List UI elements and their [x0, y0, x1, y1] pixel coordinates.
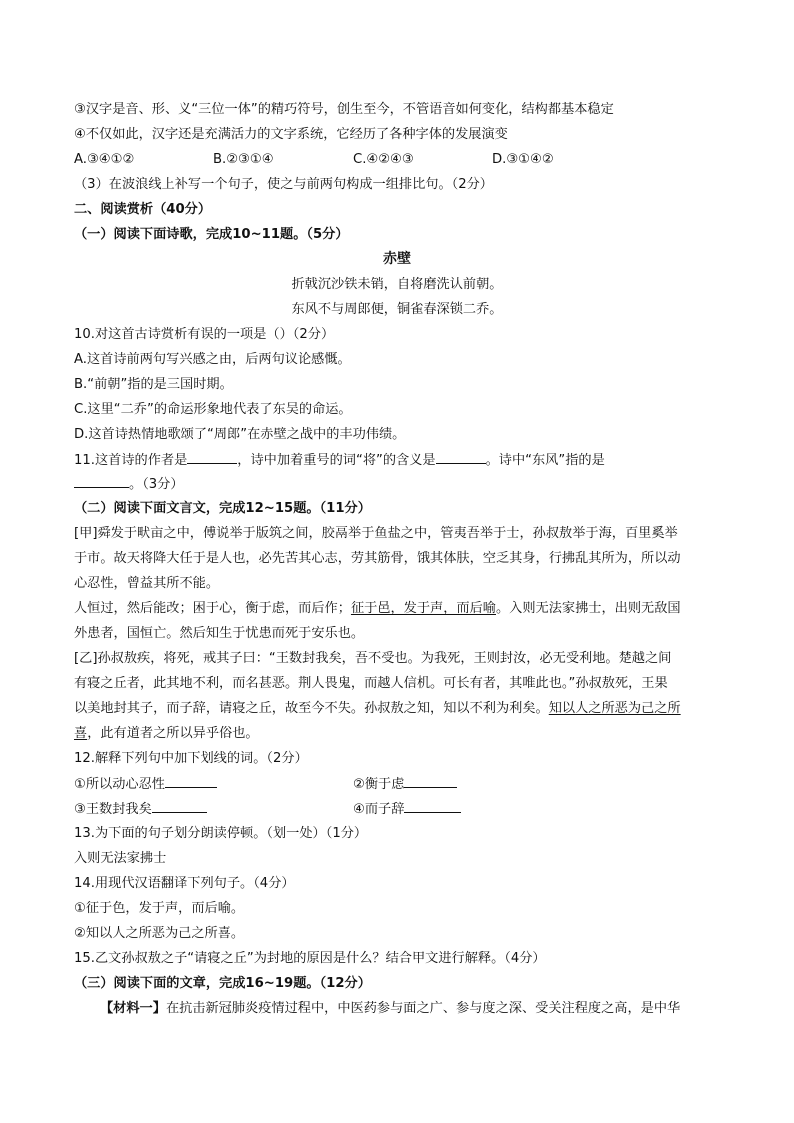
option-c: C.④②④③ [353, 152, 414, 167]
question-10: 10.对这首古诗赏析有误的一项是（）（2分） [74, 327, 335, 342]
question-14: 14.用现代汉语翻译下列句子。（4分） [74, 876, 295, 891]
part-heading-1: （一）阅读下面诗歌，完成10~11题。（5分） [74, 227, 349, 242]
underlined-sentence: 征于邑，发于声，而后喻 [350, 601, 496, 616]
poem-title: 赤壁 [383, 251, 411, 267]
section-heading: 二、阅读赏析（40分） [74, 202, 212, 217]
part-heading-2: （二）阅读下面文言文，完成12~15题。（11分） [74, 501, 371, 516]
question-13: 13.为下面的句子划分朗读停顿。（划一处）（1分） [74, 826, 368, 841]
exam-page: ③汉字是音、形、义“三位一体”的精巧符号，创生至今，不管语音如何变化，结构都基本稳定 ④不仅如此，汉字还是充满活力的文字系统，它经历了各种字体的发展演变 A.③④①② B.②③①④ C.④②④③ D.③①④② （3）在波浪线上补写一个句子，使之与前两句构成一组排比句。（2分） 二、阅读赏析（40分） （一）阅读下面诗歌，完成10~11题。（5分） 赤壁 折戟沉沙铁未销，自将磨洗认前朝。 东风不与周郎便，铜雀春深锁二乔。 10.对这首古诗赏析有误的一项是（）（2分） A.这首诗前两句写兴感之由，后两句议论感慨。 B.“前朝”指的是三国时期。 C.这里“二乔”的命运形象地代表了东吴的命运。 D.这首诗热情地歌颂了“周郎”在赤壁之战中的丰功伟绩。 11.这首诗的作者是 ，诗中加着重号的词“将”的含义是 。诗中“东风”指的是 。（3分） （二）阅读下面文言文，完成12~15题。（11分） [甲]舜发于畎亩之中，傅说举于版筑之间，胶鬲举于鱼盐之中，管夷吾举于士，孙叔敖举于海，百里奚举 于市。故天将降大任于是人也，必先苦其心志，劳其筋骨，饿其体肤，空乏其身，行拂乱其所为，所以动 心忍性，曾益其所不能。 人恒过，然后能改；困于心，衡于虑，而后作；征于邑，发于声，而后喻。入则无法家拂士，出则无敌国 外患者，国恒亡。然后知生于忧患而死于安乐也。 [乙]孙叔敖疾，将死，戒其子曰：“王数封我矣，吾不受也。为我死，王则封汝，必无受利地。楚越之间 有寝之丘者，此其地不利，而名甚恶。荆人畏鬼，而越人信机。可长有者，其唯此也。”孙叔敖死，王果 以美地封其子，而子辞，请寝之丘，故至今不失。孙叔敖之知，知以不利为利矣。知以人之所恶为己之所 喜，此有道者之所以异乎俗也。 12.解释下列句中加下划线的词。（2分） ①所以动心忍性 ②衡于虑 ③王数封我矣 ④而子辞 13.为下面的句子划分朗读停顿。（划一处）（1分） 入则无法家拂士 14.用现代汉语翻译下列句子。（4分） ①征于色，发于声，而后喻。 ②知以人之所恶为己之所喜。 15.乙文孙叔敖之子“请寝之丘”为封地的原因是什么？结合甲文进行解释。（4分） （三）阅读下面的文章，完成16~19题。（12分） 【材料一】在抗击新冠肺炎疫情过程中，中医药参与面之广、参与度之深、受关注程度之高，是中华 [0, 0, 794, 1123]
answer-blank[interactable] [74, 475, 129, 488]
answer-blank[interactable] [152, 800, 207, 813]
passage-line: 喜，此有道者之所以异乎俗也。 [74, 726, 259, 741]
answer-blank[interactable] [436, 451, 486, 464]
option-a: A.③④①② [74, 152, 135, 167]
passage-line: [甲]舜发于畎亩之中，傅说举于版筑之间，胶鬲举于鱼盐之中，管夷吾举于士，孙叔敖举于海，百里奚举 [74, 526, 678, 541]
option-line: A.这首诗前两句写兴感之由，后两句议论感慨。 [74, 352, 351, 367]
passage-line: [乙]孙叔敖疾，将死，戒其子曰：“王数封我矣，吾不受也。为我死，王则封汝，必无受利地。楚越之间 [74, 651, 672, 666]
passage-line: 以美地封其子，而子辞，请寝之丘，故至今不失。孙叔敖之知，知以不利为利矣。知以人之所恶为己之所 [74, 701, 681, 716]
answer-blank[interactable] [165, 775, 217, 788]
question-12: 12.解释下列句中加下划线的词。（2分） [74, 751, 308, 766]
text-line: ④不仅如此，汉字还是充满活力的文字系统，它经历了各种字体的发展演变 [74, 127, 508, 142]
option-line: C.这里“二乔”的命运形象地代表了东吴的命运。 [74, 402, 352, 417]
answer-blank[interactable] [404, 775, 457, 788]
question-11: 11.这首诗的作者是 ，诗中加着重号的词“将”的含义是 。诗中“东风”指的是 [74, 453, 605, 468]
material-line: 【材料一】在抗击新冠肺炎疫情过程中，中医药参与面之广、参与度之深、受关注程度之高，是中华 [100, 1001, 681, 1016]
answer-blank[interactable] [404, 800, 461, 813]
option-d: D.③①④② [492, 152, 554, 167]
answer-blank[interactable] [187, 451, 237, 464]
question-3: （3）在波浪线上补写一个句子，使之与前两句构成一组排比句。（2分） [74, 177, 493, 192]
question-13-sentence: 入则无法家拂士 [74, 851, 167, 866]
text-line: ③汉字是音、形、义“三位一体”的精巧符号，创生至今，不管语音如何变化，结构都基本稳定 [74, 102, 614, 117]
passage-line: 有寝之丘者，此其地不利，而名甚恶。荆人畏鬼，而越人信机。可长有者，其唯此也。”孙叔敖死，王果 [74, 676, 668, 691]
underlined-sentence: 知以人之所恶为己之所 [548, 701, 681, 716]
option-line: D.这首诗热情地歌颂了“周郎”在赤壁之战中的丰功伟绩。 [74, 427, 406, 442]
question-15: 15.乙文孙叔敖之子“请寝之丘”为封地的原因是什么？结合甲文进行解释。（4分） [74, 951, 546, 966]
option-b: B.②③①④ [213, 152, 274, 167]
option-line: B.“前朝”指的是三国时期。 [74, 377, 233, 392]
underlined-sentence: 喜 [74, 726, 88, 741]
material-label: 【材料一】 [100, 1001, 166, 1016]
passage-line: 外患者，国恒亡。然后知生于忧患而死于安乐也。 [74, 626, 365, 641]
question-11-cont: 。（3分） [74, 475, 724, 493]
question-14-item: ①征于色，发于声，而后喻。 [74, 901, 245, 916]
question-14-item: ②知以人之所恶为己之所喜。 [74, 926, 245, 941]
poem-line: 折戟沉沙铁未销，自将磨洗认前朝。 [291, 277, 503, 292]
part-heading-3: （三）阅读下面的文章，完成16~19题。（12分） [74, 976, 371, 991]
poem-line: 东风不与周郎便，铜雀春深锁二乔。 [291, 302, 503, 317]
passage-line: 心忍性，曾益其所不能。 [74, 576, 220, 591]
passage-line: 人恒过，然后能改；困于心，衡于虑，而后作；征于邑，发于声，而后喻。入则无法家拂士，出则无敌国 [74, 601, 681, 616]
passage-line: 于市。故天将降大任于是人也，必先苦其心志，劳其筋骨，饿其体肤，空乏其身，行拂乱其所为，所以动 [74, 551, 681, 566]
